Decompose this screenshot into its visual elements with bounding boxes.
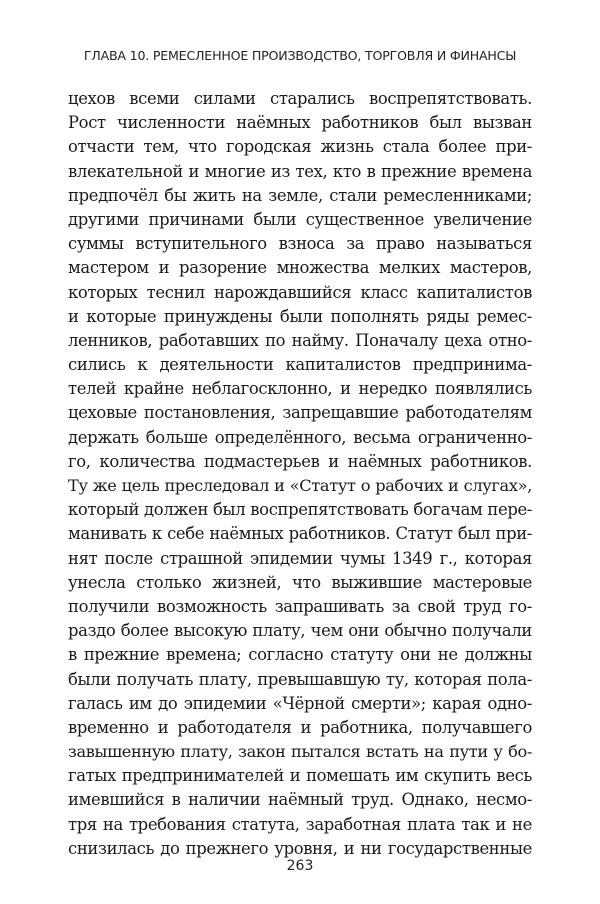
text-line: были получать плату, превышавшую ту, которая пола- bbox=[68, 669, 532, 689]
text-line: телей крайне неблагосклонно, и нередко появлялись bbox=[68, 379, 532, 399]
text-line: унесла столько жизней, что выжившие мастеровые bbox=[68, 572, 532, 592]
text-line: цеховые постановления, запрещавшие работодателям bbox=[68, 403, 532, 423]
text-line: мастером и разорение множества мелких мастеров, bbox=[68, 258, 532, 278]
page-number: 263 bbox=[286, 858, 314, 874]
text-line: раздо более высокую плату, чем они обычно получали bbox=[68, 621, 532, 641]
text-line: которых теснил нарождавшийся класс капиталистов bbox=[68, 282, 532, 302]
text-line: Ту же цель преследовал и «Статут о рабочих и слугах», bbox=[68, 476, 532, 495]
text-line: гатых предпринимателей и помешать им скупить весь bbox=[68, 766, 532, 786]
text-line: галась им до эпидемии «Чёрной смерти»; карая одно- bbox=[68, 693, 532, 713]
text-line: получили возможность запрашивать за свой труд го- bbox=[68, 596, 532, 616]
text-line: тря на требования статута, заработная плата так и не bbox=[68, 814, 532, 834]
text-line: суммы вступительного взноса за право называться bbox=[68, 234, 532, 254]
text-line: в прежние времена; согласно статуту они не должны bbox=[68, 645, 532, 665]
text-line: сились к деятельности капиталистов предпринима- bbox=[68, 355, 532, 375]
text-line: снизилась до прежнего уровня, и ни государственные bbox=[68, 838, 532, 858]
text-line: имевшийся в наличии наёмный труд. Однако, несмо- bbox=[68, 790, 532, 810]
text-line: временно и работодателя и работника, получавшего bbox=[68, 717, 532, 737]
running-header: ГЛАВА 10. РЕМЕСЛЕННОЕ ПРОИЗВОДСТВО, ТОРГОВЛЯ И ФИНАНСЫ bbox=[83, 48, 517, 63]
text-line: Рост численности наёмных работников был вызван bbox=[68, 113, 532, 133]
text-line: отчасти тем, что городская жизнь стала более при- bbox=[68, 137, 532, 157]
text-line: держать больше определённого, весьма ограниченно- bbox=[68, 427, 532, 447]
text-line: го, количества подмастерьев и наёмных работников. bbox=[68, 451, 532, 471]
text-line: другими причинами были существенное увеличение bbox=[68, 209, 532, 229]
text-line: нят после страшной эпидемии чумы 1349 г., которая bbox=[68, 548, 532, 568]
text-line: завышенную плату, закон пытался встать на пути у бо- bbox=[68, 742, 532, 762]
body-text bbox=[68, 87, 532, 861]
text-line: манивать к себе наёмных работников. Статут был при- bbox=[68, 524, 532, 544]
text-line: предпочёл бы жить на земле, стали ремесленниками; bbox=[68, 185, 532, 205]
text-line: влекательной и многие из тех, кто в прежние времена bbox=[68, 161, 532, 181]
text-line: ленников, работавших по найму. Поначалу цеха отно- bbox=[68, 330, 532, 350]
text-line: и которые принуждены были пополнять ряды ремес- bbox=[68, 306, 532, 326]
text-line: цехов всеми силами старались воспрепятствовать. bbox=[68, 89, 532, 108]
text-line: который должен был воспрепятствовать богачам пере- bbox=[68, 500, 532, 520]
